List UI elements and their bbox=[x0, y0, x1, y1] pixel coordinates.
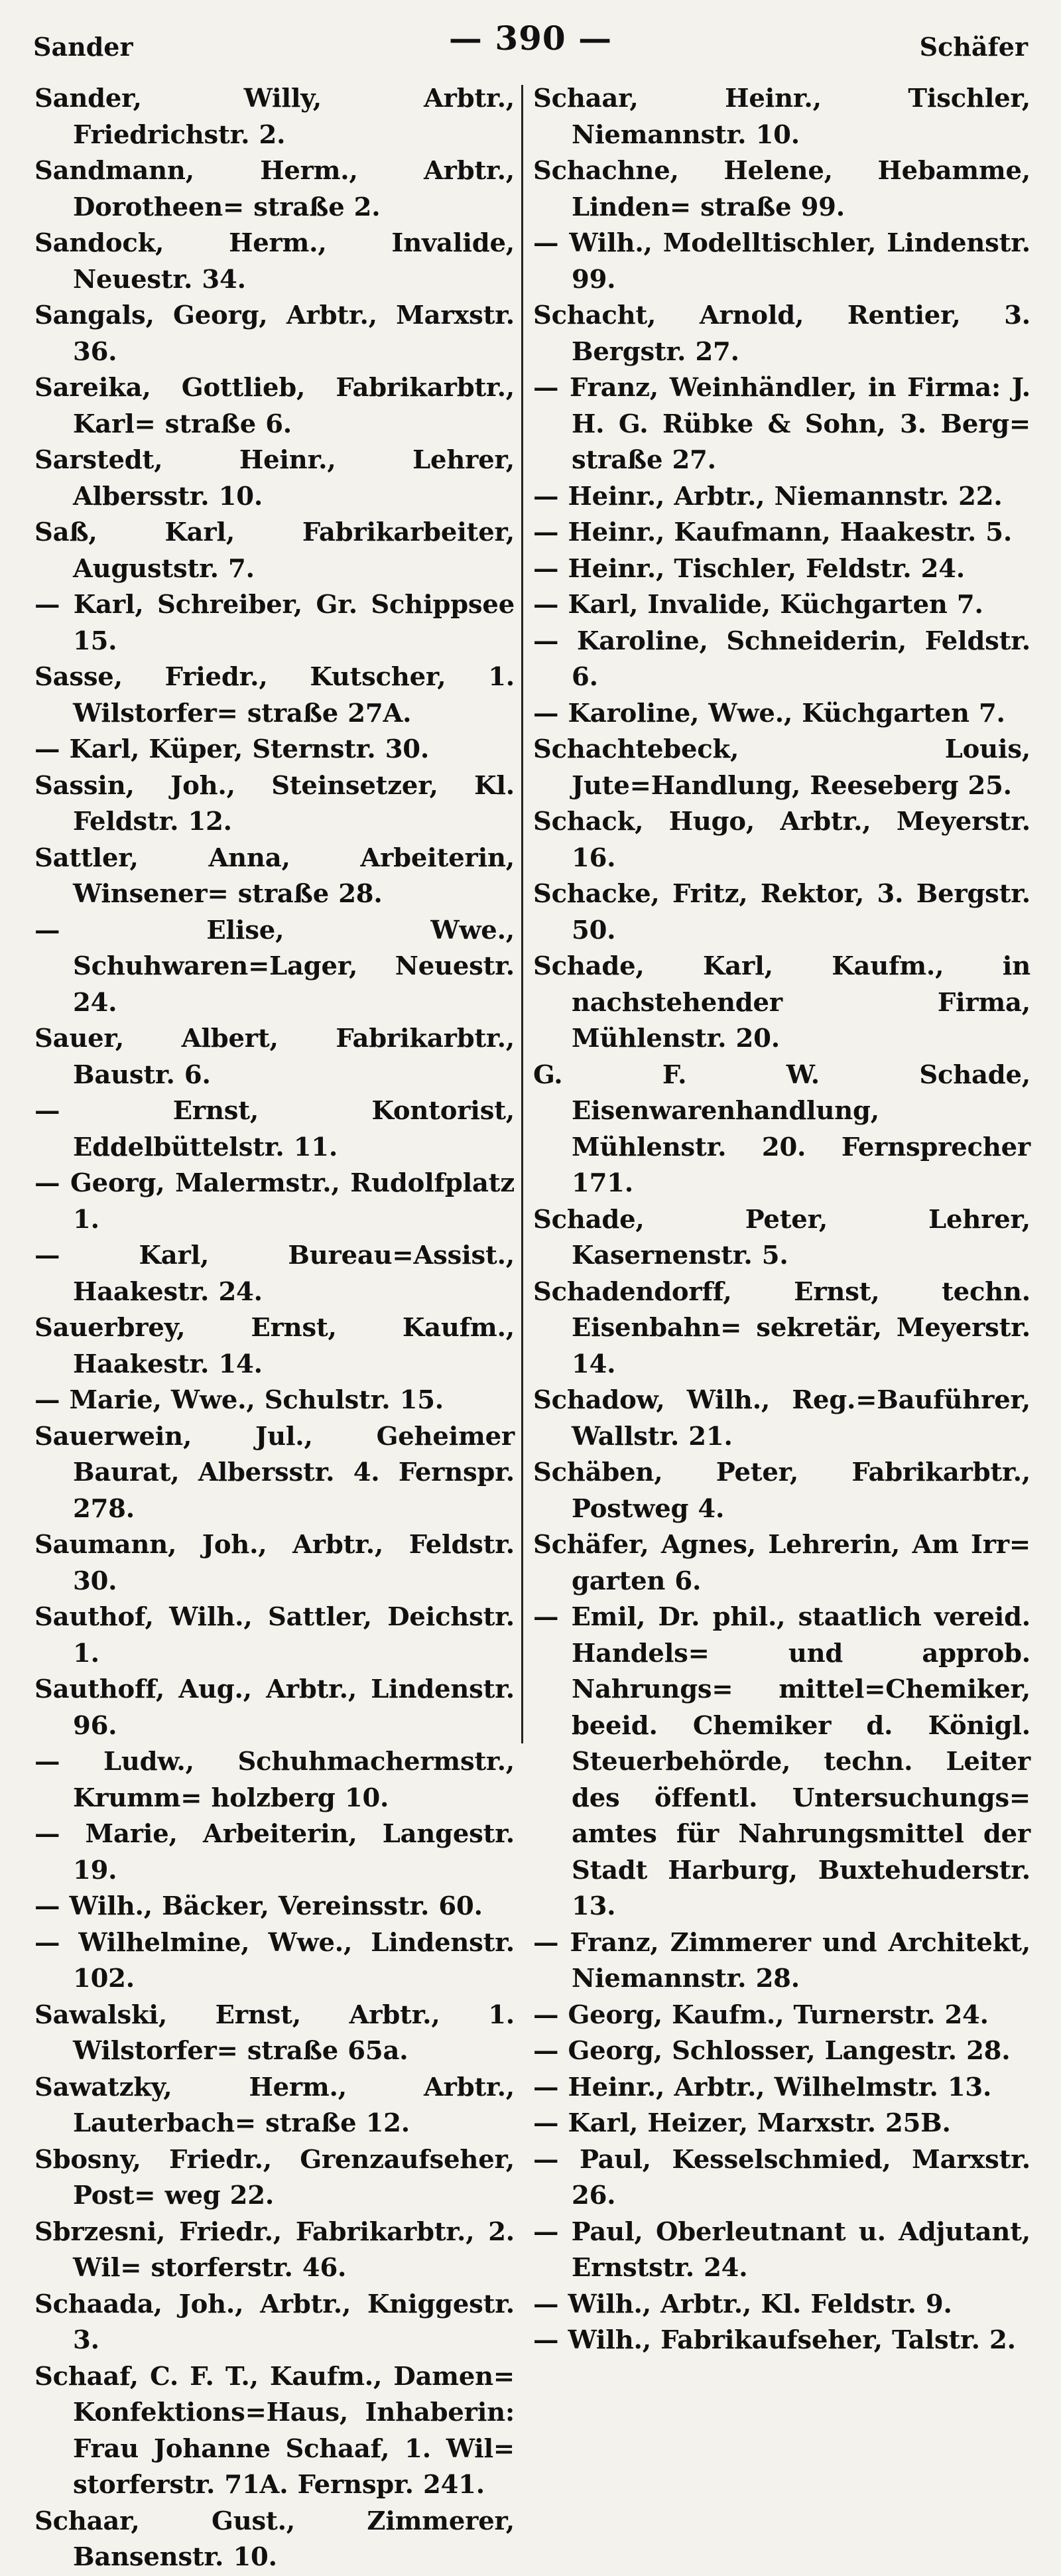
directory-entry: — Georg, Kaufm., Turnerstr. 24. bbox=[533, 2000, 989, 2030]
left-column bbox=[34, 81, 515, 2576]
directory-entry: Schaar, Heinr., Tischler, Niemannstr. 10. bbox=[533, 84, 1030, 150]
directory-entry: Schadendorff, Ernst, techn. Eisenbahn= sekretär, Meyerstr. 14. bbox=[533, 1276, 1030, 1379]
directory-entry: — Georg, Malermstr., Rudolfplatz 1. bbox=[34, 1168, 515, 1235]
right-column bbox=[533, 81, 1030, 2359]
directory-entry: Sbosny, Friedr., Grenzaufseher, Post= weg 22. bbox=[34, 2144, 515, 2210]
directory-entry: Schacht, Arnold, Rentier, 3. Bergstr. 27. bbox=[533, 301, 1030, 367]
page-header bbox=[33, 19, 1028, 65]
directory-entry: — Marie, Wwe., Schulstr. 15. bbox=[34, 1385, 444, 1415]
directory-entry: Sattler, Anna, Arbeiterin, Winsener= straße 28. bbox=[34, 843, 515, 909]
directory-entry: Sandock, Herm., Invalide, Neuestr. 34. bbox=[34, 228, 515, 295]
directory-entry: — Franz, Weinhändler, in Firma: J. H. G. Rübke & Sohn, 3. Berg= straße 27. bbox=[533, 373, 1030, 475]
directory-entry: — Wilh., Bäcker, Vereinsstr. 60. bbox=[34, 1891, 483, 1921]
directory-entry: Schachne, Helene, Hebamme, Linden= straße 99. bbox=[533, 156, 1030, 222]
directory-entry: Sarstedt, Heinr., Lehrer, Albersstr. 10. bbox=[34, 445, 515, 511]
directory-entry: Saumann, Joh., Arbtr., Feldstr. 30. bbox=[34, 1530, 515, 1596]
directory-entry: Schade, Karl, Kaufm., in nachstehender Firma, Mühlenstr. 20. bbox=[533, 951, 1030, 1053]
directory-entry: — Wilh., Arbtr., Kl. Feldstr. 9. bbox=[533, 2289, 952, 2319]
directory-entry: — Wilh., Fabrikaufseher, Talstr. 2. bbox=[533, 2325, 1016, 2355]
directory-entry: — Ernst, Kontorist, Eddelbüttelstr. 11. bbox=[34, 1096, 515, 1162]
directory-entry: — Heinr., Kaufmann, Haakestr. 5. bbox=[533, 517, 1013, 547]
directory-entry: Schaar, Gust., Zimmerer, Bansenstr. 10. bbox=[34, 2506, 515, 2572]
directory-entry: — Franz, Zimmerer und Architekt, Niemannstr. 28. bbox=[533, 1927, 1030, 1994]
directory-entry: — Karl, Küper, Sternstr. 30. bbox=[34, 734, 430, 764]
directory-entry: — Heinr., Arbtr., Niemannstr. 22. bbox=[533, 481, 1003, 511]
page-number: — 390 — bbox=[448, 19, 613, 58]
directory-entry: Schade, Peter, Lehrer, Kasernenstr. 5. bbox=[533, 1204, 1030, 1270]
directory-entry: — Paul, Oberleutnant u. Adjutant, Ernststr. 24. bbox=[533, 2216, 1030, 2283]
directory-entry: — Heinr., Tischler, Feldstr. 24. bbox=[533, 553, 966, 584]
directory-entry: — Karoline, Wwe., Küchgarten 7. bbox=[533, 698, 1005, 728]
directory-entry: Sasse, Friedr., Kutscher, 1. Wilstorfer= straße 27A. bbox=[34, 662, 515, 728]
directory-entry: Schacke, Fritz, Rektor, 3. Bergstr. 50. bbox=[533, 879, 1030, 945]
directory-entry: Sauerwein, Jul., Geheimer Baurat, Albersstr. 4. Fernspr. 278. bbox=[34, 1421, 515, 1524]
directory-entry: Sbrzesni, Friedr., Fabrikarbtr., 2. Wil= storferstr. 46. bbox=[34, 2216, 515, 2283]
directory-entry: — Karoline, Schneiderin, Feldstr. 6. bbox=[533, 626, 1030, 692]
directory-entry: Schaaf, C. F. T., Kaufm., Damen= Konfektions=Haus, Inhaberin: Frau Johanne Schaaf, 1. Wil= storferstr. 71A. Fernspr. 241. bbox=[34, 2361, 515, 2500]
directory-entry: Schadow, Wilh., Reg.=Bauführer, Wallstr. 21. bbox=[533, 1385, 1030, 1452]
column-divider bbox=[521, 85, 523, 1743]
directory-entry: Sawatzky, Herm., Arbtr., Lauterbach= straße 12. bbox=[34, 2072, 515, 2138]
directory-entry: — Paul, Kesselschmied, Marxstr. 26. bbox=[533, 2144, 1030, 2210]
directory-entry: Sauthoff, Aug., Arbtr., Lindenstr. 96. bbox=[34, 1674, 515, 1741]
directory-entry: Schäfer, Agnes, Lehrerin, Am Irr= garten 6. bbox=[533, 1530, 1030, 1596]
directory-entry: — Ludw., Schuhmachermstr., Krumm= holzberg 10. bbox=[34, 1747, 515, 1813]
directory-entry: Sareika, Gottlieb, Fabrikarbtr., Karl= straße 6. bbox=[34, 373, 515, 439]
directory-entry: Schachtebeck, Louis, Jute=Handlung, Reeseberg 25. bbox=[533, 734, 1030, 801]
directory-entry: — Karl, Heizer, Marxstr. 25B. bbox=[533, 2108, 951, 2138]
directory-entry: — Wilh., Modelltischler, Lindenstr. 99. bbox=[533, 228, 1030, 295]
directory-entry: Schäben, Peter, Fabrikarbtr., Postweg 4. bbox=[533, 1457, 1030, 1524]
directory-entry: — Emil, Dr. phil., staatlich vereid. Handels= und approb. Nahrungs= mittel=Chemiker, beeid. Chemiker d. Königl. Steuerbehörde, techn. Leiter des öffentl. Untersuchungs= amtes für Nahrungsmittel der Stadt Harburg, Buxtehuderstr. 13. bbox=[533, 1602, 1030, 1921]
directory-entry: Sassin, Joh., Steinsetzer, Kl. Feldstr. 12. bbox=[34, 770, 515, 837]
directory-entry: G. F. W. Schade, Eisenwarenhandlung, Mühlenstr. 20. Fernsprecher 171. bbox=[533, 1059, 1030, 1198]
directory-entry: Saß, Karl, Fabrikarbeiter, Auguststr. 7. bbox=[34, 517, 515, 584]
directory-entry: — Karl, Schreiber, Gr. Schippsee 15. bbox=[34, 590, 515, 656]
header-first-name: Sander bbox=[33, 32, 133, 62]
directory-entry: Sauthof, Wilh., Sattler, Deichstr. 1. bbox=[34, 1602, 515, 1668]
directory-entry: — Elise, Wwe., Schuhwaren=Lager, Neuestr. 24. bbox=[34, 915, 515, 1018]
directory-entry: Sangals, Georg, Arbtr., Marxstr. 36. bbox=[34, 301, 515, 367]
directory-entry: — Heinr., Arbtr., Wilhelmstr. 13. bbox=[533, 2072, 992, 2102]
directory-entry: — Wilhelmine, Wwe., Lindenstr. 102. bbox=[34, 1927, 515, 1994]
directory-entry: — Karl, Invalide, Küchgarten 7. bbox=[533, 590, 983, 620]
directory-entry: Sander, Willy, Arbtr., Friedrichstr. 2. bbox=[34, 84, 515, 150]
directory-entry: Sauer, Albert, Fabrikarbtr., Baustr. 6. bbox=[34, 1024, 515, 1090]
header-last-name: Schäfer bbox=[919, 32, 1028, 62]
directory-entry: — Georg, Schlosser, Langestr. 28. bbox=[533, 2036, 1011, 2066]
directory-entry: Sawalski, Ernst, Arbtr., 1. Wilstorfer= straße 65a. bbox=[34, 2000, 515, 2066]
directory-entry: — Marie, Arbeiterin, Langestr. 19. bbox=[34, 1819, 515, 1885]
directory-entry: Schack, Hugo, Arbtr., Meyerstr. 16. bbox=[533, 807, 1030, 873]
directory-entry: — Karl, Bureau=Assist., Haakestr. 24. bbox=[34, 1241, 515, 1307]
directory-entry: Sandmann, Herm., Arbtr., Dorotheen= straße 2. bbox=[34, 156, 515, 222]
directory-entry: Sauerbrey, Ernst, Kaufm., Haakestr. 14. bbox=[34, 1313, 515, 1379]
directory-entry: Schaada, Joh., Arbtr., Kniggestr. 3. bbox=[34, 2289, 515, 2355]
